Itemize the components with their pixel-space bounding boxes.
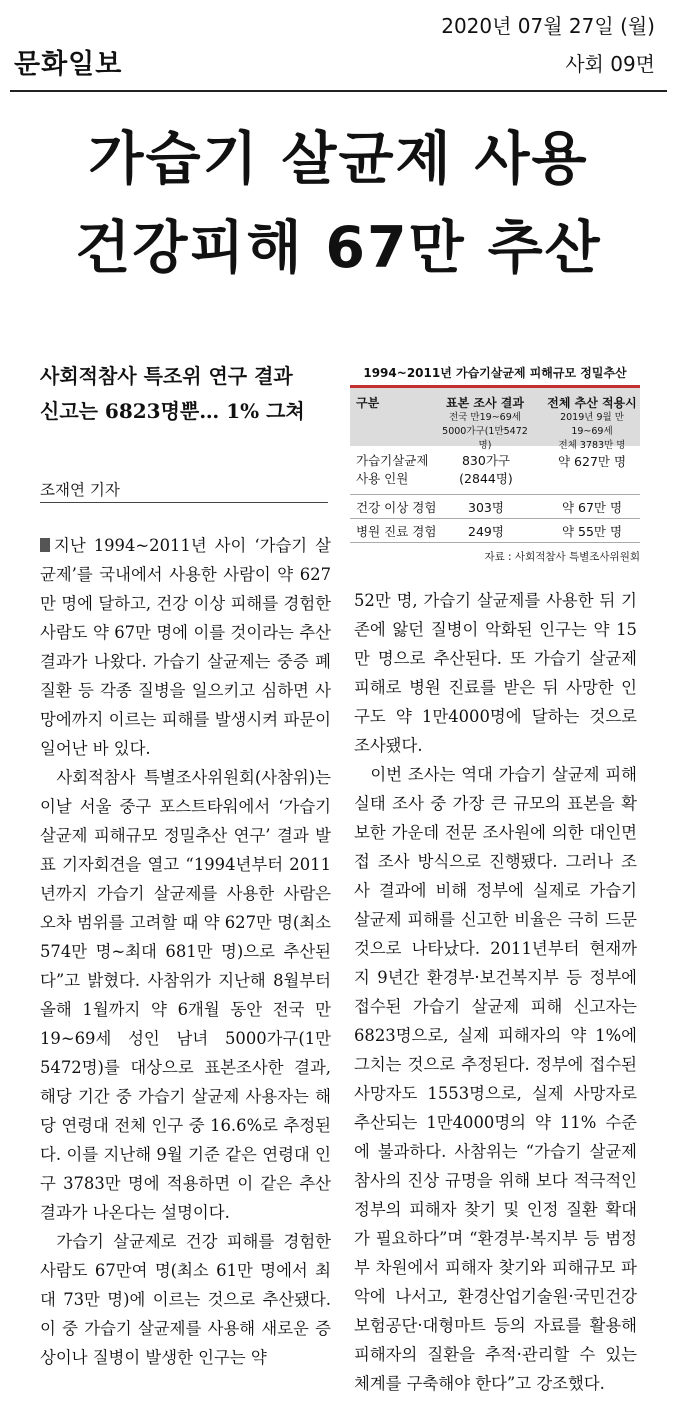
article-paragraph: 사회적참사 특별조사위원회(사참위)는 이날 서울 중구 포스트타워에서 ‘가습기 살균제 피해규모 정밀추산 연구’ 결과 발표 기자회견을 열고 “1994년부터 2011년까지 가습기 살균제를 사용한 사람은 오차 범위를 고려할 때 약 627만 명(최소 574만 명~최대 681만 명)으로 추산된다”고 밝혔다. 사참위가 지난해 8월부터 올해 1월까지 약 6개월 동안 전국 만 19~69세 성인 남녀 5000가구(1만5472명)를 대상으로 표본조사한 결과, 해당 기간 중 가습기 살균제 사용자는 해당 연령대 전체 인구 중 16.6%로 추정된다. 이를 지난해 9월 기준 같은 연령대 인구 3783만 명에 적용하면 이 같은 추산 결과가 나온다는 설명이다. <box>40 768 331 1222</box>
row-sample-line2: (2844명) <box>459 471 513 486</box>
byline-divider <box>40 502 328 503</box>
subheadline-line2: 신고는 6823명뿐… 1% 그쳐 <box>40 399 305 423</box>
row-label: 병원 진료 경험 <box>356 524 437 539</box>
row-sample: 249명 <box>468 524 504 539</box>
lead-square-icon <box>40 538 50 552</box>
header-col-sample <box>436 394 534 453</box>
article-column-1 <box>40 531 331 1372</box>
header-estimate-title: 전체 추산 적용시 <box>547 396 637 410</box>
row-estimate: 약 627만 명 <box>557 454 627 469</box>
header-sample-title: 표본 조사 결과 <box>446 396 524 410</box>
table-header <box>350 388 640 451</box>
header-sample-note2: 5000가구(1만5472명) <box>442 426 528 451</box>
byline: 조재연 기자 <box>40 481 120 499</box>
article-paragraph: 이번 조사는 역대 가습기 살균제 피해 실태 조사 중 가장 큰 규모의 표본을 확보한 가운데 전문 조사원에 의한 대인면접 조사 방식으로 진행됐다. 그러나 조사 결과에 비해 정부에 실제로 가습기 살균제 피해를 신고한 비율은 극히 드문 것으로 나타났다. 2011년부터 현재까지 9년간 환경부·보건복지부 등 정부에 접수된 가습기 살균제 피해 신고자는 6823명으로, 실제 피해자의 약 1%에 그치는 것으로 추정된다. 정부에 접수된 사망자도 1553명으로, 실제 사망자로 추산되는 1만4000명의 약 11% 수준에 불과하다. 사참위는 “가습기 살균제 참사의 진상 규명을 위해 보다 적극적인 정부의 피해자 찾기 및 인정 질환 확대가 필요하다”며 “환경부·복지부 등 범정부 차원에서 피해자 찾기와 피해규모 파악에 나서고, 환경산업기술원·국민건강보험공단·대형마트 등의 자료를 활용해 피해자의 질환을 추적·관리할 수 있는 체계를 구축해야 한다”고 강조했다. <box>354 765 637 1393</box>
header-estimate-note1: 2019년 9월 만19~69세 <box>560 412 624 437</box>
publication-date: 2020년 07월 27일 (월) <box>441 14 655 38</box>
section-page: 사회 09면 <box>565 52 655 76</box>
headline-line1: 가습기 살균제 사용 <box>88 126 589 192</box>
newspaper-brand: 문화일보 <box>14 49 123 80</box>
paragraph-text: 지난 1994~2011년 사이 ‘가습기 살균제’를 국내에서 사용한 사람이 약 627만 명에 달하고, 건강 이상 피해를 경험한 사람도 약 67만 명에 이를 것이라는 추산 결과가 나왔다. 가습기 살균제는 중증 폐질환 등 각종 질병을 일으키고 심하면 사망에까지 이르는 피해를 발생시켜 파문이 일어난 바 있다. <box>40 536 331 758</box>
header-estimate-note2: 전체 3783만 명 <box>558 440 626 451</box>
masthead-divider <box>10 90 667 92</box>
header-col-estimate <box>546 394 638 453</box>
row-estimate: 약 67만 명 <box>561 500 623 515</box>
row-label <box>356 452 428 488</box>
table-row <box>350 495 640 519</box>
row-sample-line1: 830가구 <box>461 453 510 468</box>
table-row <box>350 519 640 543</box>
headline-line2: 건강피해 67만 추산 <box>75 215 602 281</box>
article-paragraph: 52만 명, 가습기 살균제를 사용한 뒤 기존에 앓던 질병이 악화된 인구는 약 15만 명으로 추산된다. 또 가습기 살균제 피해로 병원 진료를 받은 뒤 사망한 인구도 약 1만4000명에 달하는 것으로 조사됐다. <box>354 591 637 755</box>
row-label-line2: 사용 인원 <box>356 471 409 486</box>
article-paragraph: 가습기 살균제로 건강 피해를 경험한 사람도 67만여 명(최소 61만 명에서 최대 73만 명)에 이르는 것으로 추산됐다. 이 중 가습기 살균제를 사용해 새로운 증상이나 질병이 발생한 인구는 약 <box>40 1232 331 1367</box>
table-title: 1994~2011년 가습기살균제 피해규모 정밀추산 <box>363 366 627 380</box>
row-label-line1: 가습기살균제 <box>356 453 429 468</box>
subheadline-line1: 사회적참사 특조위 연구 결과 <box>40 364 293 388</box>
row-sample <box>446 452 526 488</box>
row-estimate: 약 55만 명 <box>561 524 623 539</box>
article-column-2 <box>354 586 637 1398</box>
table-source: 자료 : 사회적참사 특별조사위원회 <box>484 551 640 563</box>
article-paragraph <box>40 531 331 763</box>
header-col-category: 구분 <box>356 396 380 410</box>
data-table <box>350 364 640 564</box>
row-label: 건강 이상 경험 <box>356 500 437 515</box>
row-sample: 303명 <box>468 500 504 515</box>
table-row <box>350 446 640 495</box>
header-sample-note1: 전국 만19~69세 <box>449 412 521 423</box>
